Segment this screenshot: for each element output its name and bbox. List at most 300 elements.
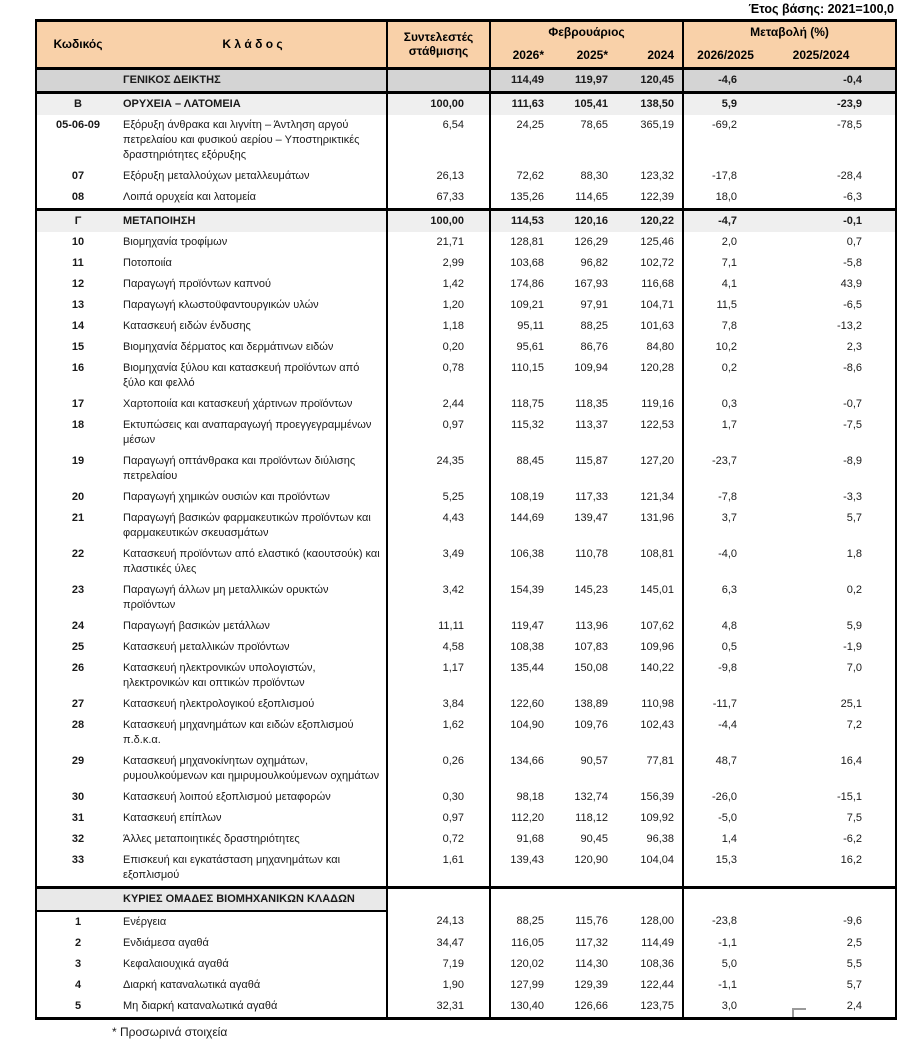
row-index-2026: 109,21	[510, 298, 544, 311]
row-code: 11	[72, 256, 84, 269]
row-change-2025-2024: -6,2	[843, 832, 863, 845]
row-change-2025-2024: 2,5	[846, 936, 863, 949]
row-weight: 24,13	[387, 911, 490, 933]
row-change-2026-2025: 3,0	[721, 999, 738, 1012]
row-change-2025-2024: 1,8	[846, 547, 863, 560]
row-index-2025: 96,82	[580, 256, 608, 269]
row-index-2026: 104,90	[510, 718, 544, 731]
row-index-2024: 128,00	[616, 911, 683, 933]
row-index-2025: 88,25	[580, 319, 608, 332]
row-weight: 100,00	[387, 209, 490, 232]
row-change-2026-2025: -17,8	[711, 169, 738, 182]
row-index-2026	[490, 887, 552, 911]
table-row	[36, 887, 896, 911]
row-index-2026: 135,26	[510, 190, 544, 203]
table-row	[36, 954, 896, 975]
row-index-2024: 131,96	[616, 508, 683, 544]
row-code: 29	[71, 754, 85, 767]
table-row	[36, 850, 896, 888]
table-row	[36, 580, 896, 616]
row-weight: 1,62	[387, 715, 490, 751]
table-row	[36, 358, 896, 394]
row-sector: Ενέργεια	[119, 911, 387, 933]
row-weight: 6,54	[387, 115, 490, 166]
row-weight: 11,11	[387, 616, 490, 637]
row-code: 17	[71, 397, 85, 410]
row-weight: 67,33	[387, 187, 490, 210]
table-row	[36, 637, 896, 658]
row-change-2026-2025	[683, 887, 767, 911]
row-change-2026-2025: 0,2	[721, 361, 738, 374]
row-change-2026-2025: 10,2	[715, 340, 738, 353]
table-row	[36, 209, 896, 232]
row-index-2025: 88,30	[580, 169, 608, 182]
header-change-2025-2024: 2025/2024	[767, 43, 896, 69]
row-change-2026-2025: -1,1	[718, 978, 738, 991]
row-sector: Ενδιάμεσα αγαθά	[119, 933, 387, 954]
row-sector: Παραγωγή άλλων μη μεταλλικών ορυκτών προϊόντων	[119, 580, 387, 616]
table-row	[36, 295, 896, 316]
table-row	[36, 337, 896, 358]
row-index-2024: 123,75	[616, 996, 683, 1019]
row-change-2026-2025: 48,7	[715, 754, 738, 767]
row-index-2024: 122,39	[616, 187, 683, 210]
row-index-2024: 122,53	[616, 415, 683, 451]
row-change-2025-2024: 5,5	[846, 957, 863, 970]
row-index-2024: 96,38	[616, 829, 683, 850]
row-index-2024: 116,68	[616, 274, 683, 295]
row-index-2026: 130,40	[510, 999, 544, 1012]
row-sector: Εξόρυξη μεταλλούχων μεταλλευμάτων	[119, 166, 387, 187]
row-change-2026-2025: 0,5	[721, 640, 738, 653]
row-index-2024: 110,98	[616, 694, 683, 715]
table-row	[36, 787, 896, 808]
row-code: 1	[74, 915, 82, 928]
row-sector: ΓΕΝΙΚΟΣ ΔΕΙΚΤΗΣ	[119, 68, 387, 92]
row-change-2026-2025: -1,1	[718, 936, 738, 949]
header-month-group: Φεβρουάριος	[490, 21, 683, 43]
row-index-2024	[616, 887, 683, 911]
row-change-2025-2024: -28,4	[836, 169, 863, 182]
row-weight: 1,17	[387, 658, 490, 694]
row-code	[36, 887, 119, 911]
row-sector: Κατασκευή λοιπού εξοπλισμού μεταφορών	[119, 787, 387, 808]
row-index-2025: 118,12	[575, 811, 608, 824]
row-index-2025: 126,66	[574, 999, 608, 1012]
row-index-2024: 120,28	[616, 358, 683, 394]
row-code: 20	[71, 490, 85, 503]
row-weight: 3,84	[387, 694, 490, 715]
table-row	[36, 996, 896, 1019]
table-row	[36, 975, 896, 996]
row-change-2025-2024: -9,6	[843, 914, 863, 927]
row-sector: Βιομηχανία ξύλου και κατασκευή προϊόντων από ξύλο και φελλό	[119, 358, 387, 394]
row-code: 10	[71, 235, 85, 248]
row-index-2024: 138,50	[616, 92, 683, 115]
row-weight: 1,90	[387, 975, 490, 996]
row-index-2025: 117,33	[575, 490, 608, 503]
row-weight: 5,25	[387, 487, 490, 508]
row-weight: 2,44	[387, 394, 490, 415]
table-row	[36, 487, 896, 508]
row-index-2025: 126,29	[574, 235, 608, 248]
row-code: 3	[74, 957, 82, 970]
footnote: * Προσωρινά στοιχεία	[112, 1024, 228, 1039]
row-index-2026: 116,05	[511, 936, 544, 949]
row-change-2025-2024: 7,2	[846, 718, 863, 731]
table-header	[36, 21, 896, 69]
header-weights: Συντελεστές στάθμισης	[387, 21, 490, 69]
row-weight: 7,19	[387, 954, 490, 975]
row-sector: Λοιπά ορυχεία και λατομεία	[119, 187, 387, 210]
row-sector: Παραγωγή βασικών μετάλλων	[119, 616, 387, 637]
row-index-2026: 108,38	[510, 640, 544, 653]
row-index-2025: 113,37	[575, 418, 608, 431]
row-index-2025: 117,32	[575, 936, 608, 949]
row-code: 19	[71, 454, 85, 467]
row-weight: 0,78	[387, 358, 490, 394]
row-index-2026: 120,02	[510, 957, 544, 970]
row-sector: Παραγωγή προϊόντων καπνού	[119, 274, 387, 295]
row-change-2025-2024: 7,5	[846, 811, 863, 824]
row-change-2025-2024	[767, 887, 896, 911]
row-index-2025: 120,16	[552, 209, 616, 232]
table-row	[36, 166, 896, 187]
row-index-2026: 139,43	[510, 853, 544, 866]
row-sector: Επισκευή και εγκατάσταση μηχανημάτων και εξοπλισμού	[119, 850, 387, 888]
row-change-2026-2025: -7,8	[718, 490, 738, 503]
row-change-2025-2024: 2,3	[846, 340, 863, 353]
row-change-2026-2025: -69,2	[711, 118, 738, 131]
row-change-2025-2024: -7,5	[843, 418, 863, 431]
row-sector: Μη διαρκή καταναλωτικά αγαθά	[119, 996, 387, 1019]
row-code: 33	[71, 853, 85, 866]
row-code: 07	[71, 169, 85, 182]
row-index-2026: 114,53	[490, 209, 552, 232]
row-change-2026-2025: 15,3	[715, 853, 738, 866]
row-index-2024: 109,92	[616, 808, 683, 829]
row-index-2025: 90,45	[580, 832, 608, 845]
table-row	[36, 415, 896, 451]
row-code: 28	[71, 718, 85, 731]
row-code: 2	[74, 936, 82, 949]
row-change-2026-2025: 5,9	[683, 92, 767, 115]
row-change-2026-2025: 7,8	[721, 319, 738, 332]
table-row	[36, 715, 896, 751]
row-index-2026: 108,19	[510, 490, 544, 503]
row-sector: Παραγωγή χημικών ουσιών και προϊόντων	[119, 487, 387, 508]
row-index-2024: 121,34	[616, 487, 683, 508]
row-weight: 4,43	[387, 508, 490, 544]
row-change-2025-2024: -1,9	[843, 640, 863, 653]
row-change-2026-2025: 3,7	[721, 511, 738, 524]
row-index-2026: 103,68	[510, 256, 544, 269]
row-index-2024: 101,63	[616, 316, 683, 337]
row-change-2025-2024: -6,5	[843, 298, 863, 311]
row-sector: Κεφαλαιουχικά αγαθά	[119, 954, 387, 975]
row-sector: Διαρκή καταναλωτικά αγαθά	[119, 975, 387, 996]
header-year-2024: 2024	[616, 43, 683, 69]
row-code: 18	[71, 418, 85, 431]
row-index-2024: 120,22	[616, 209, 683, 232]
table-row	[36, 694, 896, 715]
row-change-2025-2024: -23,9	[767, 92, 896, 115]
row-index-2026: 154,39	[510, 583, 544, 596]
row-weight: 32,31	[387, 996, 490, 1019]
row-index-2025: 109,94	[574, 361, 608, 374]
row-change-2025-2024: 5,7	[846, 511, 863, 524]
row-change-2025-2024: -78,5	[836, 118, 863, 131]
row-change-2025-2024: -6,3	[843, 190, 863, 203]
corner-mark	[792, 1008, 806, 1017]
row-index-2024: 156,39	[616, 787, 683, 808]
row-index-2025: 97,91	[580, 298, 608, 311]
row-sector: ΚΥΡΙΕΣ ΟΜΑΔΕΣ ΒΙΟΜΗΧΑΝΙΚΩΝ ΚΛΑΔΩΝ	[119, 887, 387, 911]
row-index-2025: 115,87	[575, 454, 608, 467]
row-change-2025-2024: -0,7	[843, 397, 863, 410]
row-change-2025-2024: -13,2	[836, 319, 863, 332]
row-code: 23	[71, 583, 85, 596]
row-code: Β	[36, 92, 119, 115]
row-weight: 4,58	[387, 637, 490, 658]
row-sector: Κατασκευή ειδών ένδυσης	[119, 316, 387, 337]
row-weight: 100,00	[387, 92, 490, 115]
row-code: 14	[71, 319, 85, 332]
row-index-2026: 72,62	[516, 169, 544, 182]
row-sector: Κατασκευή μεταλλικών προϊόντων	[119, 637, 387, 658]
row-change-2025-2024: 16,2	[840, 853, 863, 866]
row-index-2024: 102,43	[616, 715, 683, 751]
row-index-2025: 119,97	[552, 68, 616, 92]
row-index-2026: 115,32	[511, 418, 544, 431]
row-change-2025-2024: 7,0	[846, 661, 863, 674]
row-index-2026: 144,69	[510, 511, 544, 524]
row-weight: 21,71	[387, 232, 490, 253]
row-change-2026-2025: 1,4	[721, 832, 738, 845]
row-weight: 24,35	[387, 451, 490, 487]
row-index-2026: 112,20	[511, 811, 544, 824]
header-change-group: Μεταβολή (%)	[683, 21, 896, 43]
row-change-2026-2025: -4,0	[718, 547, 738, 560]
row-sector: Κατασκευή προϊόντων από ελαστικό (καουτσούκ) και πλαστικές ύλες	[119, 544, 387, 580]
row-sector: Κατασκευή ηλεκτρονικών υπολογιστών, ηλεκτρονικών και οπτικών προϊόντων	[119, 658, 387, 694]
row-index-2025: 138,89	[574, 697, 608, 710]
row-index-2026: 110,15	[511, 361, 544, 374]
row-sector: Βιομηχανία δέρματος και δερμάτινων ειδών	[119, 337, 387, 358]
row-code: 22	[71, 547, 85, 560]
row-index-2024: 108,36	[616, 954, 683, 975]
row-change-2026-2025: 1,7	[721, 418, 738, 431]
table-row	[36, 751, 896, 787]
row-weight: 3,42	[387, 580, 490, 616]
row-change-2026-2025: 6,3	[721, 583, 738, 596]
row-code	[36, 68, 119, 92]
row-change-2026-2025: -5,0	[718, 811, 738, 824]
table-row	[36, 253, 896, 274]
row-sector: Εξόρυξη άνθρακα και λιγνίτη – Άντληση αργού πετρελαίου και φυσικού αερίου – Υποστηρικτικές δραστηριότητες εξόρυξης	[119, 115, 387, 166]
row-code: 30	[71, 790, 85, 803]
row-index-2024: 108,81	[616, 544, 683, 580]
row-code: 4	[74, 978, 82, 991]
row-code: 31	[71, 811, 85, 824]
table-row	[36, 232, 896, 253]
row-index-2025: 109,76	[574, 718, 608, 731]
row-weight: 0,26	[387, 751, 490, 787]
row-index-2025: 118,35	[575, 397, 608, 410]
row-code: 13	[71, 298, 85, 311]
row-weight: 0,20	[387, 337, 490, 358]
row-sector: Παραγωγή βασικών φαρμακευτικών προϊόντων και φαρμακευτικών σκευασμάτων	[119, 508, 387, 544]
row-index-2026: 135,44	[510, 661, 544, 674]
row-change-2026-2025: 11,5	[716, 298, 738, 311]
header-year-2025: 2025*	[552, 43, 616, 69]
row-index-2024: 84,80	[616, 337, 683, 358]
row-weight: 1,42	[387, 274, 490, 295]
base-year-note: Έτος βάσης: 2021=100,0	[748, 2, 894, 16]
row-index-2025: 114,65	[575, 190, 608, 203]
row-index-2024: 120,45	[616, 68, 683, 92]
table-row	[36, 451, 896, 487]
row-sector: Παραγωγή κλωστοϋφαντουργικών υλών	[119, 295, 387, 316]
row-index-2024: 102,72	[616, 253, 683, 274]
table-row	[36, 544, 896, 580]
table-row	[36, 274, 896, 295]
table-row	[36, 115, 896, 166]
row-index-2026: 114,49	[490, 68, 552, 92]
row-change-2025-2024: 0,2	[846, 583, 863, 596]
row-sector: Παραγωγή οπτάνθρακα και προϊόντων διύλισης πετρελαίου	[119, 451, 387, 487]
row-weight: 0,30	[387, 787, 490, 808]
row-index-2026: 95,11	[517, 319, 544, 332]
row-weight: 3,49	[387, 544, 490, 580]
row-index-2026: 174,86	[510, 277, 544, 290]
row-sector: Ποτοποιία	[119, 253, 387, 274]
row-sector: Εκτυπώσεις και αναπαραγωγή προεγγεγραμμένων μέσων	[119, 415, 387, 451]
row-code: Γ	[36, 209, 119, 232]
row-code: 24	[71, 619, 85, 632]
row-weight: 0,97	[387, 415, 490, 451]
row-code: 25	[71, 640, 85, 653]
row-weight	[387, 68, 490, 92]
row-index-2025: 105,41	[552, 92, 616, 115]
row-index-2026: 95,61	[516, 340, 544, 353]
row-index-2025: 86,76	[580, 340, 608, 353]
row-index-2026: 134,66	[510, 754, 544, 767]
row-weight: 1,61	[387, 850, 490, 888]
row-index-2025	[552, 887, 616, 911]
row-code: 15	[71, 340, 85, 353]
row-sector: ΜΕΤΑΠΟΙΗΣΗ	[119, 209, 387, 232]
row-sector: ΟΡΥΧΕΙΑ – ΛΑΤΟΜΕΙΑ	[119, 92, 387, 115]
row-change-2025-2024: -5,8	[843, 256, 863, 269]
row-change-2026-2025: 2,0	[721, 235, 738, 248]
table-row	[36, 92, 896, 115]
row-index-2026: 128,81	[510, 235, 544, 248]
row-weight: 34,47	[387, 933, 490, 954]
row-change-2025-2024: 0,7	[846, 235, 863, 248]
row-change-2026-2025: -4,6	[683, 68, 767, 92]
row-index-2024: 365,19	[616, 115, 683, 166]
row-index-2024: 122,44	[616, 975, 683, 996]
table-row	[36, 316, 896, 337]
row-index-2025: 115,76	[575, 914, 608, 927]
row-change-2025-2024: -0,4	[767, 68, 896, 92]
row-change-2025-2024: -8,6	[843, 361, 863, 374]
row-index-2024: 104,71	[616, 295, 683, 316]
row-index-2024: 123,32	[616, 166, 683, 187]
row-index-2025: 107,83	[574, 640, 608, 653]
row-index-2025: 167,93	[574, 277, 608, 290]
row-index-2025: 113,96	[575, 619, 608, 632]
row-index-2026: 98,18	[516, 790, 544, 803]
row-code: 5	[74, 999, 82, 1012]
table-body	[36, 68, 896, 1018]
row-index-2024: 114,49	[616, 933, 683, 954]
row-code: 05-06-09	[55, 118, 101, 131]
row-code: 21	[71, 511, 85, 524]
row-index-2026: 127,99	[510, 978, 544, 991]
row-change-2026-2025: -23,7	[711, 454, 738, 467]
row-change-2025-2024: -0,1	[767, 209, 896, 232]
row-index-2024: 107,62	[616, 616, 683, 637]
table-row	[36, 911, 896, 933]
row-code: 32	[71, 832, 85, 845]
row-index-2025: 110,78	[575, 547, 608, 560]
row-change-2025-2024: -3,3	[843, 490, 863, 503]
row-code: 08	[71, 190, 85, 203]
row-index-2025: 139,47	[574, 511, 608, 524]
row-index-2026: 88,45	[516, 454, 544, 467]
row-weight: 1,18	[387, 316, 490, 337]
row-change-2026-2025: -9,8	[718, 661, 738, 674]
row-index-2025: 145,23	[574, 583, 608, 596]
row-sector: Κατασκευή επίπλων	[119, 808, 387, 829]
row-weight: 0,72	[387, 829, 490, 850]
row-index-2024: 109,96	[616, 637, 683, 658]
row-index-2026: 91,68	[516, 832, 544, 845]
row-index-2024: 145,01	[616, 580, 683, 616]
row-change-2025-2024: 5,9	[846, 619, 863, 632]
row-change-2026-2025: -4,4	[718, 718, 738, 731]
row-index-2025: 120,90	[574, 853, 608, 866]
row-index-2024: 125,46	[616, 232, 683, 253]
row-index-2024: 104,04	[616, 850, 683, 888]
row-sector: Βιομηχανία τροφίμων	[119, 232, 387, 253]
table-row	[36, 508, 896, 544]
table-row	[36, 616, 896, 637]
header-change-2026-2025: 2026/2025	[683, 43, 767, 69]
row-weight: 1,20	[387, 295, 490, 316]
row-change-2026-2025: 4,8	[721, 619, 738, 632]
row-change-2026-2025: -4,7	[683, 209, 767, 232]
header-year-2026: 2026*	[490, 43, 552, 69]
row-change-2026-2025: -11,7	[712, 697, 738, 710]
header-sector: Κ λ ά δ ο ς	[119, 21, 387, 69]
row-index-2025: 129,39	[574, 978, 608, 991]
table-row	[36, 187, 896, 210]
table-row	[36, 394, 896, 415]
row-change-2026-2025: 4,1	[721, 277, 738, 290]
table-row	[36, 933, 896, 954]
row-change-2026-2025: -26,0	[711, 790, 738, 803]
row-sector: Κατασκευή μηχανημάτων και ειδών εξοπλισμού π.δ.κ.α.	[119, 715, 387, 751]
row-change-2026-2025: 5,0	[721, 957, 738, 970]
row-index-2026: 119,47	[511, 619, 544, 632]
row-code: 12	[71, 277, 85, 290]
row-sector: Κατασκευή μηχανοκίνητων οχημάτων, ρυμουλκούμενων και ημιρυμουλκούμενων οχημάτων	[119, 751, 387, 787]
row-index-2026: 24,25	[516, 118, 544, 131]
row-sector: Κατασκευή ηλεκτρολογικού εξοπλισμού	[119, 694, 387, 715]
